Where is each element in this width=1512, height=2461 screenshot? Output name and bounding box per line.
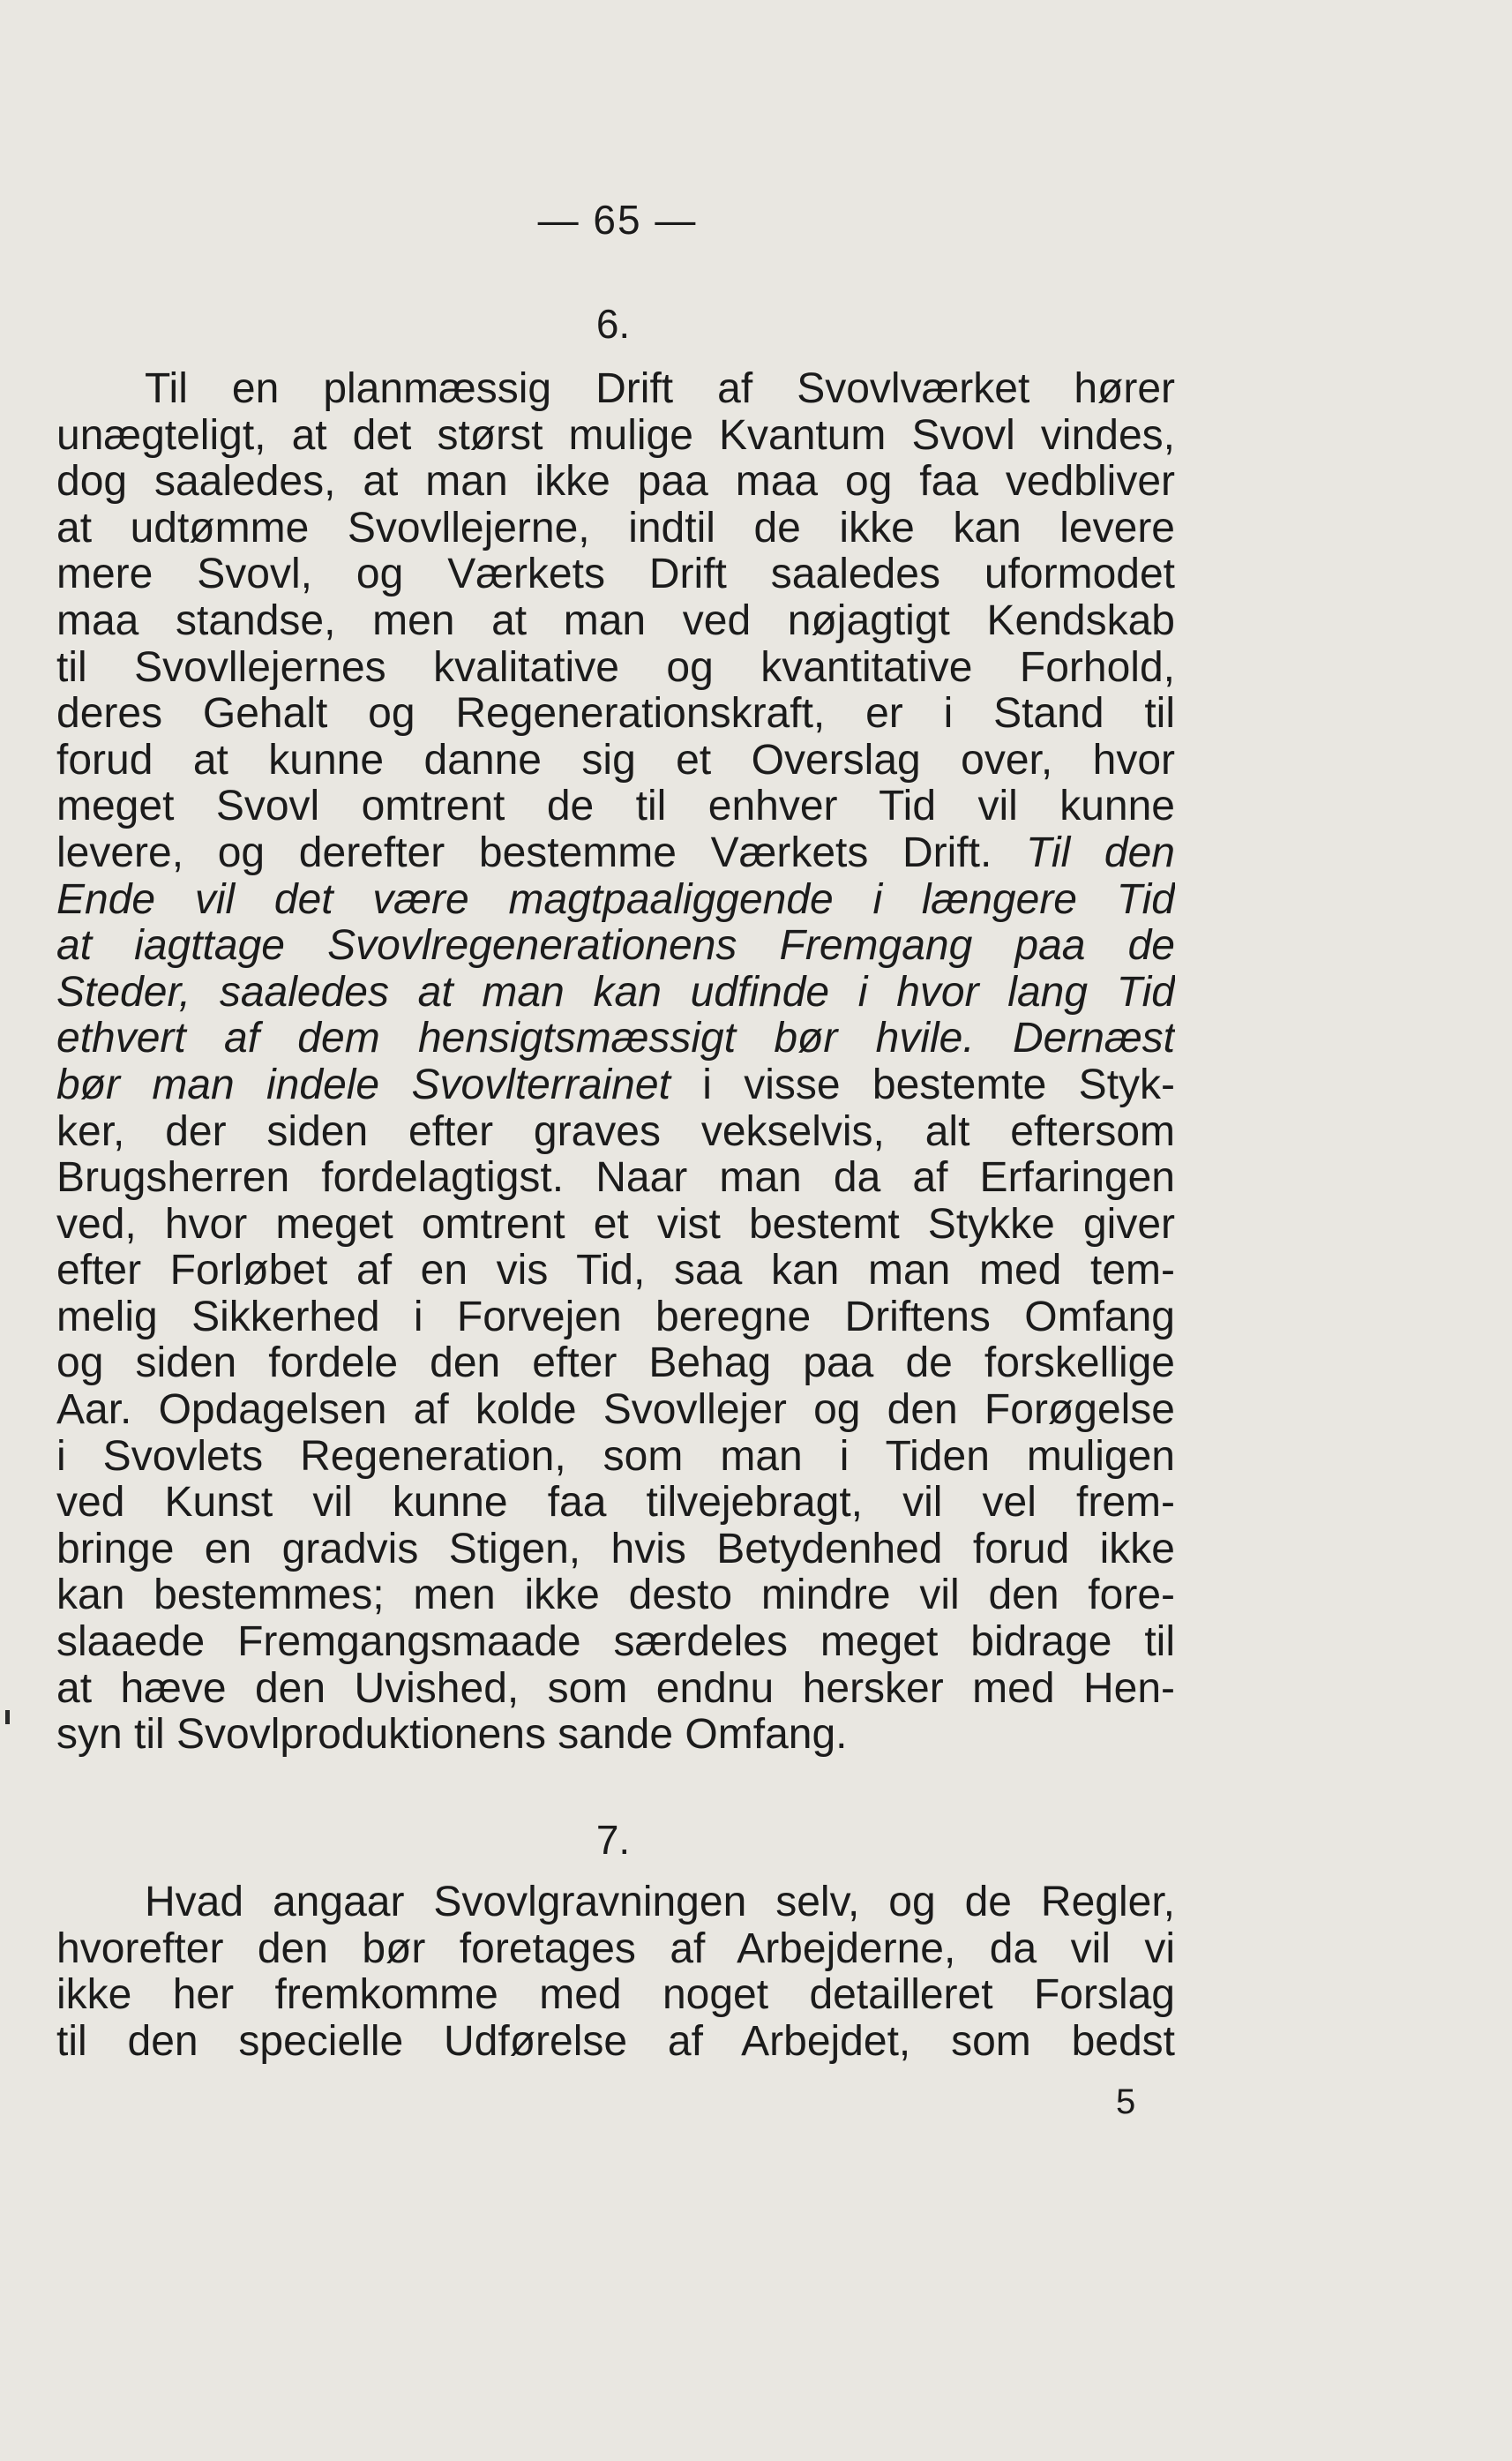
text-line: ker, der siden efter graves vekselvis, alt eftersom: [56, 1108, 1175, 1155]
text-line: til Svovllejernes kvalitative og kvantitative Forhold,: [56, 644, 1175, 691]
section-number-6: 6.: [595, 301, 631, 347]
section-6-paragraph: [56, 366, 1175, 1759]
section-number-7: 7.: [595, 1817, 631, 1863]
text-line: at hæve den Uvished, som endnu hersker med Hen-: [56, 1665, 1175, 1712]
italic-text-line: Steder, saaledes at man kan udfinde i hvor lang Tid: [56, 969, 1175, 1016]
text-line: i Svovlets Regeneration, som man i Tiden muligen: [56, 1433, 1175, 1480]
text-line: melig Sikkerhed i Forvejen beregne Driftens Omfang: [56, 1294, 1175, 1340]
text-line: Brugsherren fordelagtigst. Naar man da af Erfaringen: [56, 1155, 1175, 1202]
margin-ink-mark: [5, 1710, 10, 1724]
text-line: til den specielle Udførelse af Arbejdet, som bedst: [56, 2018, 1175, 2065]
text-line: Hvad angaar Svovlgravningen selv, og de Regler,: [145, 1880, 1175, 1925]
text-line: dog saaledes, at man ikke paa maa og faa vedbliver: [56, 459, 1175, 506]
text-run: levere, og derefter bestemme Værkets Drift.: [56, 829, 1027, 876]
italic-text-line: ethvert af dem hensigtsmæssigt bør hvile. Dernæst: [56, 1016, 1175, 1062]
text-line: slaaede Fremgangsmaade særdeles meget bidrage til: [56, 1619, 1175, 1666]
text-line: ikke her fremkomme med noget detailleret Forslag: [56, 1972, 1175, 2019]
text-line: mere Svovl, og Værkets Drift saaledes uformodet: [56, 551, 1175, 598]
text-line: Til en planmæssig Drift af Svovlværket hører: [145, 366, 1175, 412]
text-line: kan bestemmes; men ikke desto mindre vil den fore-: [56, 1572, 1175, 1619]
printer-signature-mark: 5: [1116, 2082, 1136, 2121]
text-line: unægteligt, at det størst mulige Kvantum Svovl vindes,: [56, 412, 1175, 459]
text-line: meget Svovl omtrent de til enhver Tid vil kunne: [56, 784, 1175, 830]
text-line: hvorefter den bør foretages af Arbejderne, da vil vi: [56, 1925, 1175, 1972]
text-line: [56, 1062, 1175, 1109]
italic-text-line: Ende vil det være magtpaaliggende i længere Tid: [56, 876, 1175, 923]
text-line: og siden fordele den efter Behag paa de forskellige: [56, 1340, 1175, 1387]
text-line: [56, 830, 1175, 877]
text-line: maa standse, men at man ved nøjagtigt Kendskab: [56, 597, 1175, 644]
text-line: deres Gehalt og Regenerationskraft, er i Stand til: [56, 691, 1175, 738]
text-line: efter Forløbet af en vis Tid, saa kan man med tem-: [56, 1248, 1175, 1294]
text-line: at udtømme Svovllejerne, indtil de ikke kan levere: [56, 505, 1175, 551]
text-line: ved, hvor meget omtrent et vist bestemt Stykke giver: [56, 1201, 1175, 1248]
text-run: i visse bestemte Styk-: [670, 1062, 1175, 1108]
text-line: forud at kunne danne sig et Overslag over, hvor: [56, 737, 1175, 784]
text-line: bringe en gradvis Stigen, hvis Betydenhed forud ikke: [56, 1526, 1175, 1572]
text-line: syn til Svovlproduktionens sande Omfang.: [56, 1712, 848, 1759]
section-7-paragraph: [56, 1880, 1175, 2065]
italic-text-run: Til den: [1026, 829, 1175, 876]
page-number: — 65 —: [537, 197, 698, 243]
text-line: ved Kunst vil kunne faa tilvejebragt, vil vel frem-: [56, 1480, 1175, 1527]
italic-text-run: bør man indele Svovlterrainet: [56, 1062, 670, 1108]
text-line: Aar. Opdagelsen af kolde Svovllejer og den Forøgelse: [56, 1387, 1175, 1434]
italic-text-line: at iagttage Svovlregenerationens Fremgang paa de: [56, 923, 1175, 970]
